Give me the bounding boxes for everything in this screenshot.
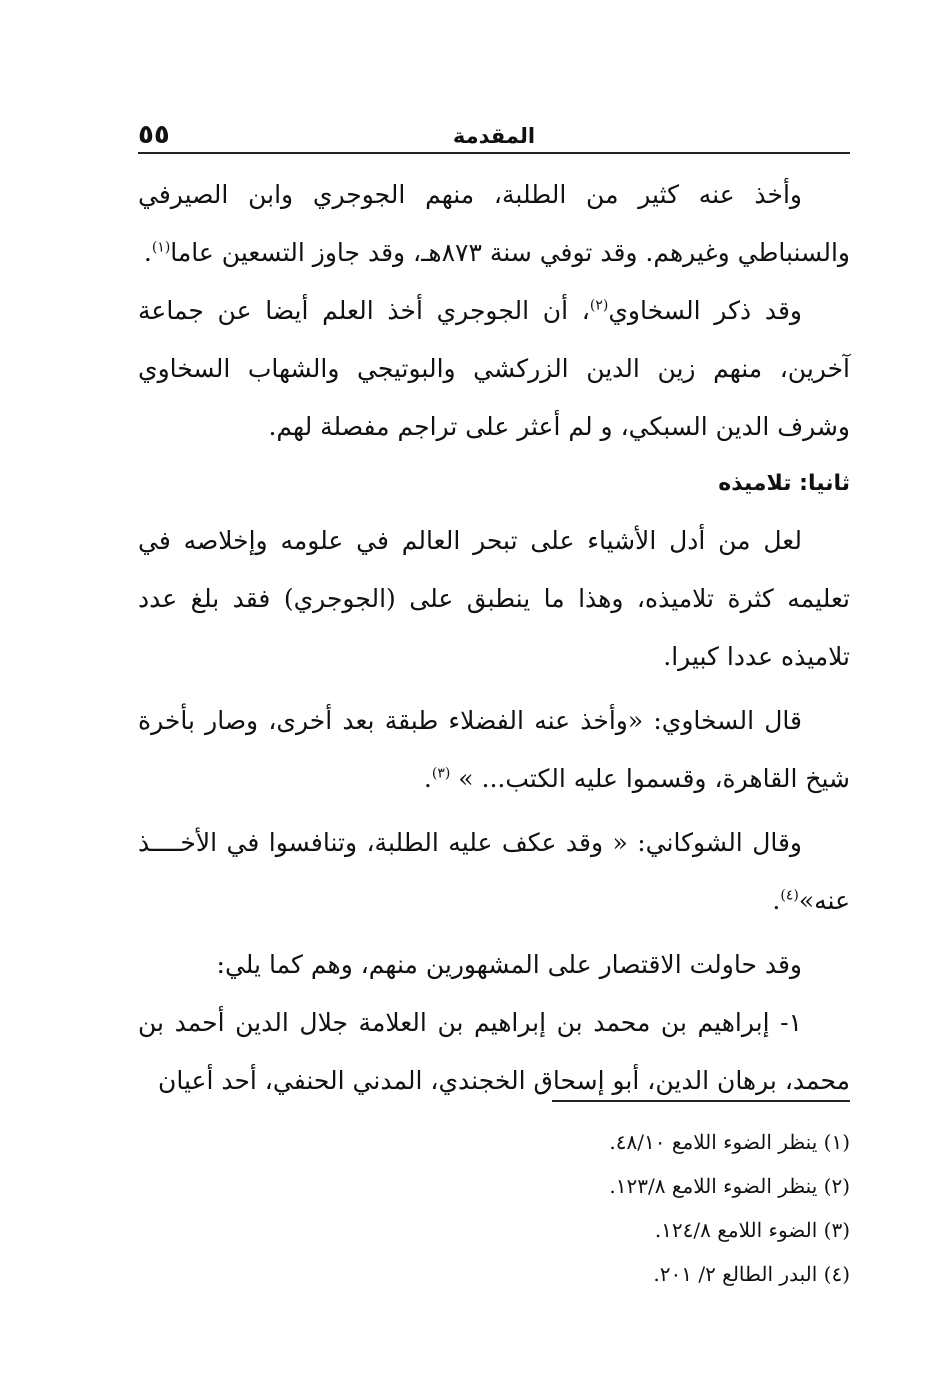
footnote-2: (٢) ينظر الضوء اللامع ١٢٣/٨. [609,1174,850,1198]
paragraph-5 [138,814,850,930]
footnote-ref-2[interactable]: (٢) [589,297,609,314]
paragraph-4-text: قال السخاوي: «وأخذ عنه الفضلاء طبقة بعد أخرى، وصار بأخرة شيخ القاهرة، وقسموا عليه الكتب... » [138,706,850,793]
footnote-3: (٣) الضوء اللامع ١٢٤/٨. [654,1218,850,1242]
footnote-4: (٤) البدر الطالع ٢/ ٢٠١. [653,1262,850,1286]
paragraph-2-text-b: ، أن الجوجري أخذ العلم أيضا عن جماعة آخرين، منهم زين الدين الزركشي والبوتيجي والشهاب السخاوي وشرف الدين السبكي، و لم أعثر على تراجم مفصلة لهم. [138,296,850,441]
paragraph-5-text: وقال الشوكاني: « وقد عكف عليه الطلبة، وتنافسوا في الأخــــذ عنه» [138,828,850,915]
main-text [138,166,850,1110]
paragraph-6: وقد حاولت الاقتصار على المشهورين منهم، وهم كما يلي: [216,950,802,979]
paragraph-4-end: . [423,764,432,793]
paragraph-3: لعل من أدل الأشياء على تبحر العالم في علومه وإخلاصه في تعليمه كثرة تلاميذه، وهذا ما ينطبق على (الجوجري) فقد بلغ عدد تلاميذه عددا كبيرا. [138,526,850,671]
paragraph-5-end: . [772,886,781,915]
footnote-1: (١) ينظر الضوء اللامع ٤٨/١٠. [609,1130,850,1154]
paragraph-2-text-a: وقد ذكر السخاوي [608,296,802,325]
paragraph-4 [138,692,850,808]
footnote-ref-1[interactable]: (١) [151,239,171,256]
footnote-ref-4[interactable]: (٤) [780,887,799,904]
paragraph-7: ١- إبراهيم بن محمد بن إبراهيم بن العلامة جلال الدين أحمد بن محمد، برهان الدين، أبو إسحاق الخجندي، المدني الحنفي، أحد أعيان [138,1008,850,1095]
page-title: المقدمة [452,124,536,148]
section-heading: ثانيا: تلاميذه [718,471,850,496]
page-header [138,118,850,154]
paragraph-1-text: وأخذ عنه كثير من الطلبة، منهم الجوجري وابن الصيرفي والسنباطي وغيرهم. وقد توفي سنة ٨٧٣هـ، وقد جاوز التسعين عاما [138,180,850,267]
paragraph-1 [138,166,850,282]
page-number: ٥٥ [138,120,170,150]
footnote-ref-3[interactable]: (٣) [431,765,451,782]
paragraph-1-end: . [143,238,152,267]
footnote-separator [552,1100,850,1102]
book-page [138,118,850,1318]
paragraph-2 [138,282,850,456]
footnotes [138,1120,850,1296]
